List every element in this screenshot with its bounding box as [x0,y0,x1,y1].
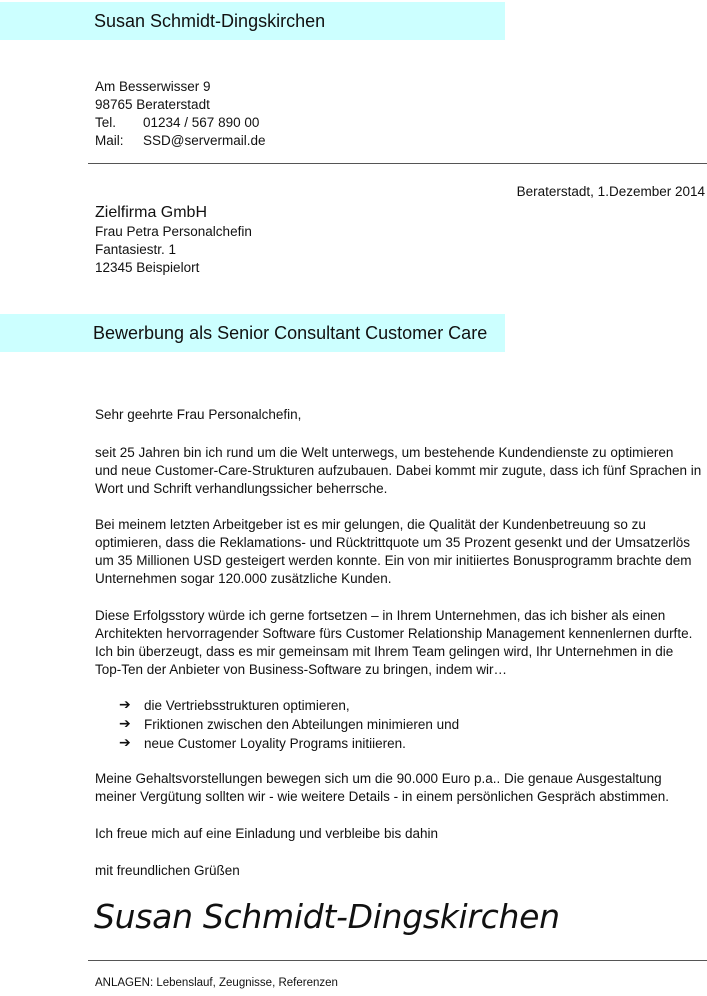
recipient-street: Fantasiestr. 1 [95,242,177,257]
recipient-address [95,203,252,277]
paragraph-line: seit 25 Jahren bin ich rund um die Welt unterwegs, um bestehende Kundendienste zu optimieren [95,445,674,460]
paragraph-line: Architekten hervorragender Software fürs Customer Relationship Management kennenlernen durfte. [95,626,693,641]
paragraph-line: Ich bin überzeugt, dass es mir gemeinsam mit Ihrem Team gelingen wird, Ihr Unternehmen in die [95,644,674,659]
footer-divider [88,960,707,961]
sender-mail-row [95,132,266,150]
paragraph-line: Ich freue mich auf eine Einladung und verbleibe bis dahin [95,826,438,841]
sender-city: 98765 Beraterstadt [95,97,210,112]
paragraph-line: um 35 Millionen USD gesteigert werden konnte. Ein von mir initiiertes Bonusprogramm brachte dem [95,553,692,568]
paragraph-achievements [95,516,705,588]
list-item [119,734,459,753]
paragraph-line: Unternehmen sogar 120.000 zusätzliche Kunden. [95,571,392,586]
mail-label: Mail: [95,133,124,148]
paragraph-line: Bei meinem letzten Arbeitgeber ist es mir gelungen, die Qualität der Kundenbetreuung so zu [95,517,646,532]
arrow-right-icon: ➔ [119,716,131,732]
paragraph-line: Meine Gehaltsvorstellungen bewegen sich um die 90.000 Euro p.a.. Die genaue Ausgestaltung [95,771,662,786]
signature: Susan Schmidt-Dingskirchen [94,897,560,936]
recipient-city: 12345 Beispielort [95,260,200,275]
paragraph-salary [95,770,705,806]
closing-text: mit freundlichen Grüßen [95,863,240,878]
salutation-text: Sehr geehrte Frau Personalchefin, [95,407,302,422]
paragraph-line: Wort und Schrift verhandlungssicher beherrsche. [95,481,388,496]
subject-band [0,314,505,352]
list-item-text: Friktionen zwischen den Abteilungen minimieren und [144,717,460,732]
mail-address: SSD@servermail.de [143,133,266,148]
paragraph-closing-remark [95,825,705,843]
name-header-band [0,2,505,40]
paragraph-line: optimieren, dass die Reklamations- und Rücktrittquote um 35 Prozent gesenkt und der Umsatzerlös [95,535,691,550]
paragraph-line: und neue Customer-Care-Strukturen aufzubauen. Dabei kommt mir zugute, dass ich fünf Sprachen in [95,463,702,478]
subject-line: Bewerbung als Senior Consultant Customer Care [93,323,488,343]
paragraph-line: Diese Erfolgsstory würde ich gerne fortsetzen – in Ihrem Unternehmen, das ich bisher als einen [95,608,666,623]
phone-number: 01234 / 567 890 00 [143,115,260,130]
recipient-company: Zielfirma GmbH [95,204,208,221]
paragraph-motivation [95,607,705,679]
arrow-right-icon: ➔ [119,735,131,751]
attachments-line: ANLAGEN: Lebenslauf, Zeugnisse, Referenzen [95,977,338,989]
arrow-right-icon: ➔ [119,697,131,713]
closing-formula [95,862,705,880]
list-item-text: die Vertriebsstrukturen optimieren, [144,698,350,713]
salutation [95,406,705,424]
phone-label: Tel. [95,115,117,130]
recipient-person: Frau Petra Personalchefin [95,224,252,239]
goals-list [119,696,459,753]
list-item [119,715,459,734]
sender-street: Am Besserwisser 9 [95,79,211,94]
paragraph-intro [95,444,705,498]
list-item-text: neue Customer Loyality Programs initiieren. [144,736,406,751]
sender-name-heading: Susan Schmidt-Dingskirchen [94,11,326,31]
sender-address [95,78,266,150]
sender-phone-row [95,114,266,132]
header-divider [88,163,707,164]
letter-date: Beraterstadt, 1.Dezember 2014 [516,184,705,199]
paragraph-line: meiner Vergütung sollten wir - wie weitere Details - in einem persönlichen Gespräch abstimmen. [95,789,670,804]
list-item [119,696,459,715]
paragraph-line: Top-Ten der Anbieter von Business-Software zu bringen, indem wir… [95,662,507,677]
